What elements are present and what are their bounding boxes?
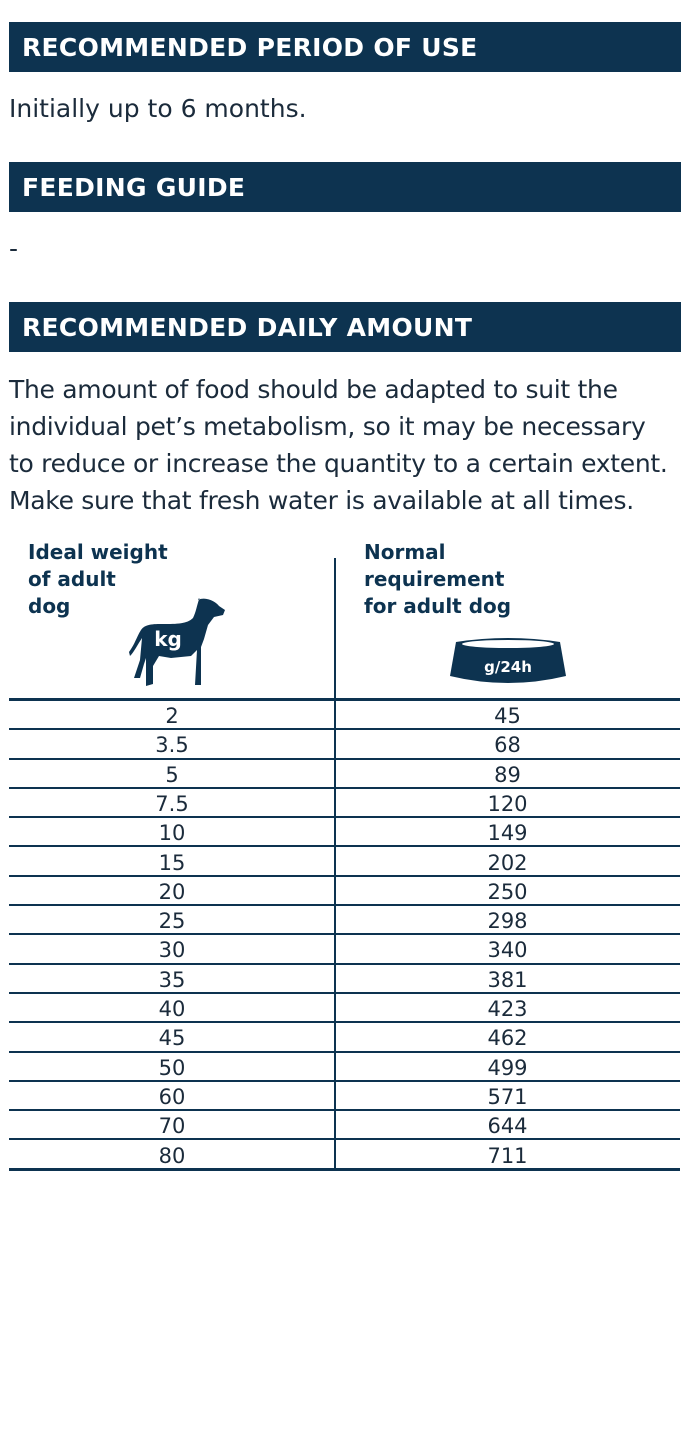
header-line: Normal — [364, 540, 446, 564]
table-row — [9, 1082, 680, 1111]
amount-cell: 68 — [494, 733, 521, 758]
g24h-label: g/24h — [484, 658, 532, 676]
dog-icon — [110, 598, 235, 690]
table-bottom-rule — [9, 1168, 680, 1171]
weight-cell: 7.5 — [155, 791, 189, 816]
weight-cell: 2 — [165, 704, 179, 728]
period-of-use-text: Initially up to 6 months. — [9, 94, 307, 123]
amount-cell: 423 — [487, 997, 528, 1021]
amount-cell: 298 — [487, 909, 528, 934]
table-row — [9, 701, 680, 730]
weight-cell: 80 — [158, 1143, 186, 1168]
bowl-icon — [448, 638, 568, 686]
table-row — [9, 877, 680, 906]
weight-cell: 50 — [158, 1055, 186, 1080]
table-row — [9, 935, 680, 964]
header-line: of adult — [28, 567, 116, 591]
table-row — [9, 848, 680, 877]
table-row — [9, 818, 680, 847]
amount-cell: 571 — [487, 1084, 528, 1109]
daily-amount-text: The amount of food should be adapted to suit the individual pet’s metabolism, so it may be necessary to reduce or increase the quantity to a certain extent. Make sure that fresh water is available at all times. — [9, 375, 668, 515]
section-header-feeding-guide: FEEDING GUIDE — [9, 162, 681, 212]
header-line: requirement — [364, 567, 505, 591]
amount-cell: 381 — [487, 967, 528, 992]
amount-cell: 120 — [487, 791, 528, 816]
weight-cell: 45 — [158, 1026, 186, 1051]
amount-cell: 462 — [487, 1026, 528, 1051]
header-line: for adult dog — [364, 594, 512, 618]
weight-cell: 70 — [158, 1114, 186, 1139]
amount-cell: 250 — [487, 879, 528, 904]
kg-label: kg — [154, 627, 182, 651]
table-row — [9, 1053, 680, 1082]
section-header-daily-amount: RECOMMENDED DAILY AMOUNT — [9, 302, 681, 352]
amount-cell: 340 — [487, 938, 528, 963]
section-header-period-of-use: RECOMMENDED PERIOD OF USE — [9, 22, 681, 72]
table-row — [9, 789, 680, 818]
requirement-column-header — [364, 539, 511, 620]
weight-cell: 15 — [158, 850, 186, 875]
weight-cell: 30 — [158, 938, 186, 963]
table-row — [9, 965, 680, 994]
weight-cell: 20 — [158, 879, 186, 904]
table-row — [9, 730, 680, 759]
amount-cell: 45 — [494, 704, 521, 728]
table-row — [9, 906, 680, 935]
amount-cell: 202 — [487, 850, 528, 875]
weight-cell: 40 — [158, 997, 186, 1021]
weight-cell: 5 — [165, 762, 179, 787]
table-row — [9, 1141, 680, 1170]
weight-cell: 25 — [158, 909, 186, 934]
table-row — [9, 994, 680, 1023]
amount-cell: 499 — [487, 1055, 528, 1080]
table-row — [9, 1111, 680, 1140]
weight-cell: 35 — [158, 967, 186, 992]
weight-cell: 10 — [158, 821, 186, 846]
feeding-guide-text: - — [9, 234, 19, 263]
weight-cell: 3.5 — [155, 733, 189, 758]
weight-cell: 60 — [158, 1084, 186, 1109]
header-line: Ideal weight — [28, 540, 168, 564]
amount-cell: 711 — [487, 1143, 528, 1168]
amount-cell: 89 — [494, 762, 521, 787]
amount-cell: 644 — [487, 1114, 528, 1139]
table-row — [9, 760, 680, 789]
amount-cell: 149 — [487, 821, 528, 846]
header-line: dog — [28, 594, 71, 618]
table-row — [9, 1023, 680, 1052]
